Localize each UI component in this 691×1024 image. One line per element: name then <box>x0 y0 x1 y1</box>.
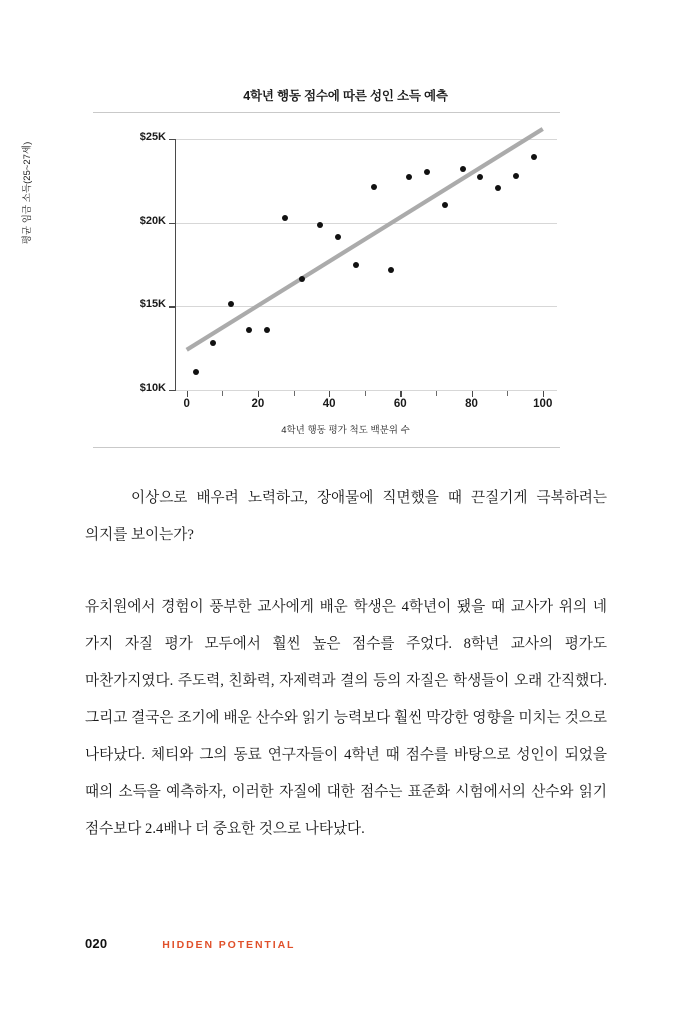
paragraph-1: 이상으로 배우려 노력하고, 장애물에 직면했을 때 끈질기게 극복하려는 의지를 보이는가? <box>85 490 607 543</box>
x-tick-mark <box>400 391 401 397</box>
scatter-point <box>460 166 466 172</box>
gridline <box>176 390 557 391</box>
y-tick-label: $10K <box>139 382 166 394</box>
scatter-point <box>353 262 359 268</box>
x-tick-mark <box>187 391 188 397</box>
page-footer <box>85 936 295 951</box>
scatter-point <box>513 173 519 179</box>
y-tick-mark <box>169 139 175 140</box>
y-tick-mark <box>169 306 175 307</box>
page-number: 020 <box>85 936 108 951</box>
scatter-point <box>264 327 270 333</box>
figure-container <box>0 0 691 470</box>
scatter-point <box>495 185 501 191</box>
y-tick-mark <box>169 390 175 391</box>
chart-title: 4학년 행동 점수에 따른 성인 소득 예측 <box>243 89 448 103</box>
y-tick-labels-group <box>100 0 166 470</box>
book-running-title: HIDDEN POTENTIAL <box>162 939 296 951</box>
x-tick-label: 100 <box>533 398 553 410</box>
x-tick-mark <box>258 391 259 397</box>
x-tick-label: 60 <box>393 398 407 410</box>
x-minor-tick-mark <box>365 391 366 396</box>
x-tick-mark <box>472 391 473 397</box>
x-minor-tick-mark <box>507 391 508 396</box>
body-text-container <box>85 480 607 848</box>
x-minor-tick-mark <box>436 391 437 396</box>
y-tick-mark <box>169 223 175 224</box>
x-tick-label: 80 <box>465 398 478 410</box>
scatter-point <box>371 184 377 190</box>
y-tick-label: $20K <box>139 214 166 227</box>
scatter-point <box>335 234 341 240</box>
x-axis-label: 4학년 행동 평가 척도 백분위 수 <box>281 425 410 436</box>
trend-line <box>176 139 557 390</box>
scatter-point <box>246 327 252 333</box>
x-tick-mark <box>329 391 330 397</box>
paragraph-2: 유치원에서 경험이 풍부한 교사에게 배운 학생은 4학년이 됐을 때 교사가 위의 네 가지 자질 평가 모두에서 훨씬 높은 점수를 주었다. 8학년 교사의 평가도 마찬가지였다. 주도력, 친화력, 자제력과 결의 등의 자질은 학생들이 오래 간직했다. 그리고 결국은 조기에 배운 산수와 읽기 능력보다 훨씬 막강한 영향을 미치는 것으로 나타났다. 체티와 그의 동료 연구자들이 4학년 때 점수를 바탕으로 성인이 되었을 때의 소득을 예측하자, 이러한 자질에 대한 점수는 표준화 시험에서의 산수와 읽기 점수보다 2.4배나 더 중요한 것으로 나타났다. <box>85 599 607 837</box>
y-axis-label: 평균 임금 소득(25~27세) <box>22 141 33 245</box>
x-tick-mark <box>543 391 544 397</box>
x-minor-tick-mark <box>294 391 295 396</box>
x-tick-label: 20 <box>251 398 265 410</box>
scatter-point <box>442 202 448 208</box>
y-tick-label: $15K <box>139 298 166 311</box>
scatter-point <box>228 301 234 307</box>
y-tick-label: $25K <box>139 131 166 143</box>
x-minor-tick-mark <box>222 391 223 396</box>
x-tick-label: 0 <box>183 398 190 410</box>
x-tick-label: 40 <box>322 398 336 410</box>
